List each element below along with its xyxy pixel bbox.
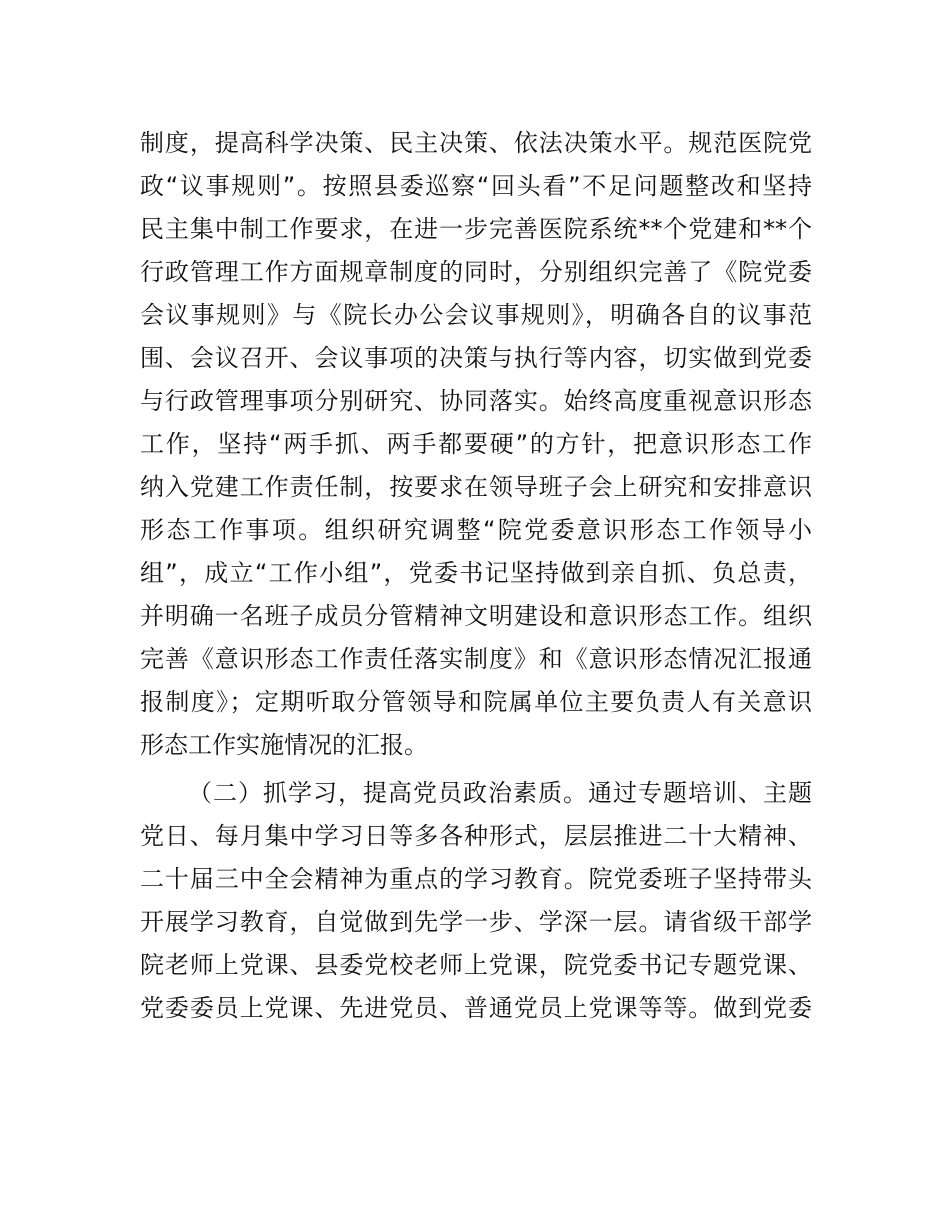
text-line: 并明确一名班子成员分管精神文明建设和意识形态工作。组织 <box>140 602 812 630</box>
text-line: 形态工作事项。组织研究调整“院党委意识形态工作领导小 <box>140 516 812 544</box>
text-line: 开展学习教育，自觉做到先学一步、学深一层。请省级干部学 <box>140 908 812 936</box>
text-line: 行政管理工作方面规章制度的同时，分别组织完善了《院党委 <box>140 258 812 286</box>
text-line: 党日、每月集中学习日等多各种形式，层层推进二十大精神、 <box>140 822 812 850</box>
text-line: 民主集中制工作要求，在进一步完善医院系统**个党建和**个 <box>140 215 812 243</box>
text-line: 院老师上党课、县委党校老师上党课，院党委书记专题党课、 <box>140 951 812 979</box>
text-line: 纳入党建工作责任制，按要求在领导班子会上研究和安排意识 <box>140 473 812 501</box>
text-line: （二）抓学习，提高党员政治素质。通过专题培训、主题 <box>188 779 812 807</box>
text-line: 完善《意识形态工作责任落实制度》和《意识形态情况汇报通 <box>140 645 812 673</box>
paragraph-2 <box>140 772 812 1030</box>
text-line: 组”，成立“工作小组”，党委书记坚持做到亲自抓、负总责， <box>140 559 812 587</box>
paragraph-1 <box>140 122 812 767</box>
text-line: 报制度》；定期听取分管领导和院属单位主要负责人有关意识 <box>140 688 812 716</box>
text-line: 形态工作实施情况的汇报。 <box>140 731 428 759</box>
text-line: 与行政管理事项分别研究、协同落实。始终高度重视意识形态 <box>140 387 812 415</box>
text-line: 制度，提高科学决策、民主决策、依法决策水平。规范医院党 <box>140 129 812 157</box>
text-line: 二十届三中全会精神为重点的学习教育。院党委班子坚持带头 <box>140 865 812 893</box>
text-line: 政“议事规则”。按照县委巡察“回头看”不足问题整改和坚持 <box>140 172 812 200</box>
text-line: 会议事规则》与《院长办公会议事规则》，明确各自的议事范 <box>140 301 812 329</box>
text-line: 工作，坚持“两手抓、两手都要硬”的方针，把意识形态工作 <box>140 430 812 458</box>
document-body <box>140 122 812 1030</box>
text-line: 党委委员上党课、先进党员、普通党员上党课等等。做到党委 <box>140 994 812 1022</box>
text-line: 围、会议召开、会议事项的决策与执行等内容，切实做到党委 <box>140 344 812 372</box>
